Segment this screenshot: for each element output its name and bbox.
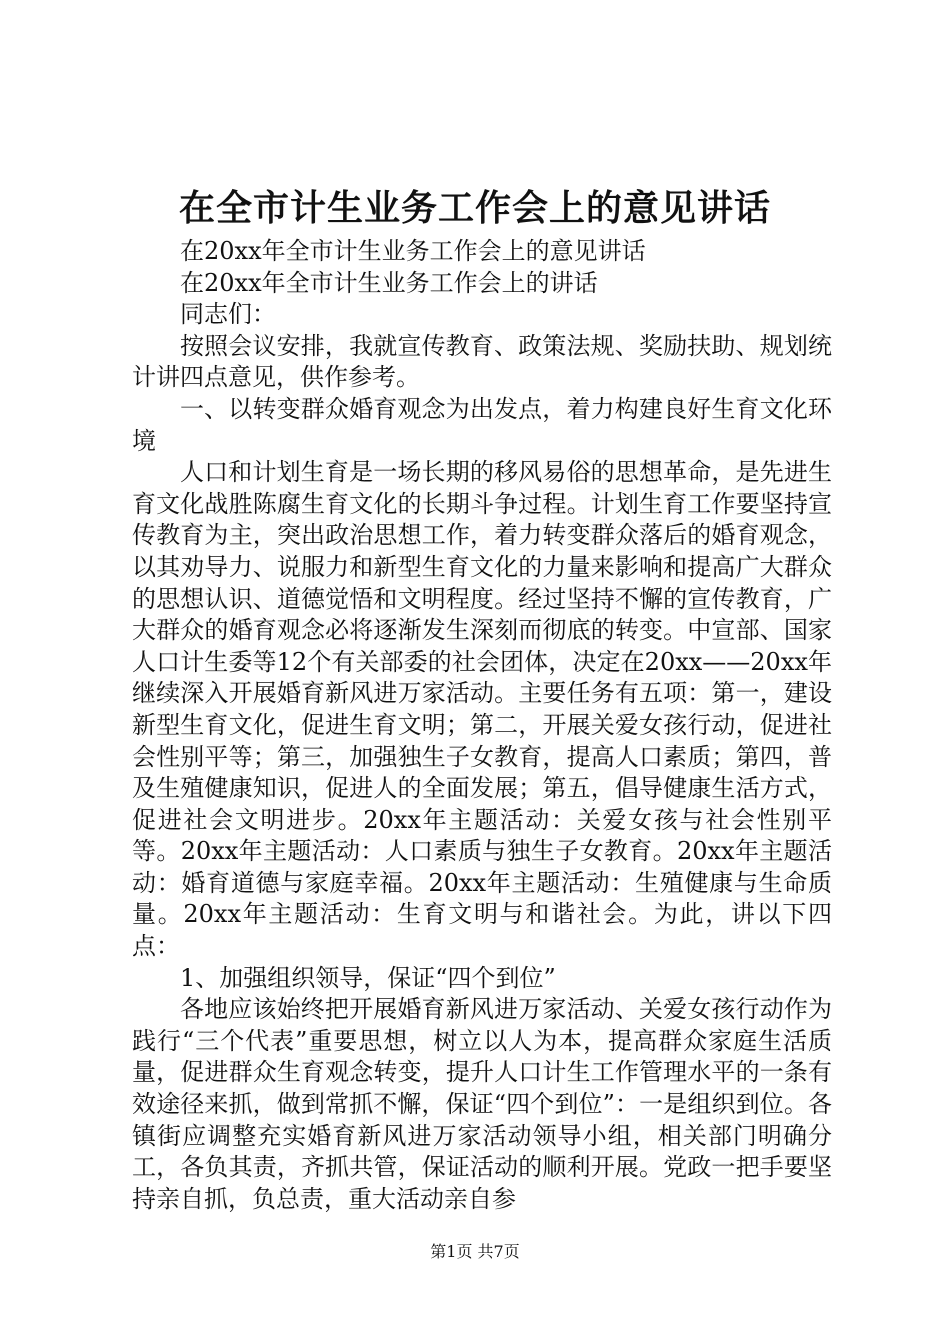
subsection-heading: 1、加强组织领导，保证“四个到位” bbox=[180, 963, 556, 992]
salutation: 同志们： bbox=[180, 300, 276, 329]
paragraph: 人口和计划生育是一场长期的移风易俗的思想革命，是先进生育文化战胜陈腐生育文化的长期斗争过程。计划生育工作要坚持宣传教育为主，突出政治思想工作，着力转变群众落后的婚育观念，以其劝导力、说服力和新型生育文化的力量来影响和提高广大群众的思想认识、道德觉悟和文明程度。经过坚持不懈的宣传教育，广大群众的婚育观念必将逐渐发生深刻而彻底的转变。中宣部、国家人口计生委等12个有关部委的社会团体，决定在20xx——20xx年继续深入开展婚育新风进万家活动。主要任务有五项：第一，建设新型生育文化，促进生育文明；第二，开展关爱女孩行动，促进社会性别平等；第三，加强独生子女教育，提高人口素质；第四，普及生殖健康知识，促进人的全面发展；第五，倡导健康生活方式，促进社会文明进步。20xx年主题活动：关爱女孩与社会性别平等。20xx年主题活动：人口素质与独生子女教育。20xx年主题活动：婚育道德与家庭幸福。20xx年主题活动：生殖健康与生命质量。20xx年主题活动：生育文明与和谐社会。为此，讲以下四点： bbox=[132, 458, 832, 961]
section-heading: 一、以转变群众婚育观念为出发点，着力构建良好生育文化环境 bbox=[132, 394, 832, 455]
document-title: 在全市计生业务工作会上的意见讲话 bbox=[178, 187, 771, 229]
paragraph: 各地应该始终把开展婚育新风进万家活动、关爱女孩行动作为践行“三个代表”重要思想，树立以人为本，提高群众家庭生活质量，促进群众生育观念转变，提升人口计生工作管理水平的一条有效途径来抓，做到常抓不懈，保证“四个到位”：一是组织到位。各镇街应调整充实婚育新风进万家活动领导小组，相关部门明确分工，各负其责，齐抓共管，保证活动的顺利开展。党政一把手要坚持亲自抓，负总责，重大活动亲自参 bbox=[132, 995, 832, 1213]
subtitle-line: 在20xx年全市计生业务工作会上的讲话 bbox=[180, 268, 598, 297]
page-footer: 第1页 共7页 bbox=[430, 1242, 520, 1261]
paragraph: 按照会议安排，我就宣传教育、政策法规、奖励扶助、规划统计讲四点意见，供作参考。 bbox=[132, 331, 832, 392]
subtitle-line: 在20xx年全市计生业务工作会上的意见讲话 bbox=[180, 237, 646, 265]
document-body bbox=[132, 236, 832, 1215]
